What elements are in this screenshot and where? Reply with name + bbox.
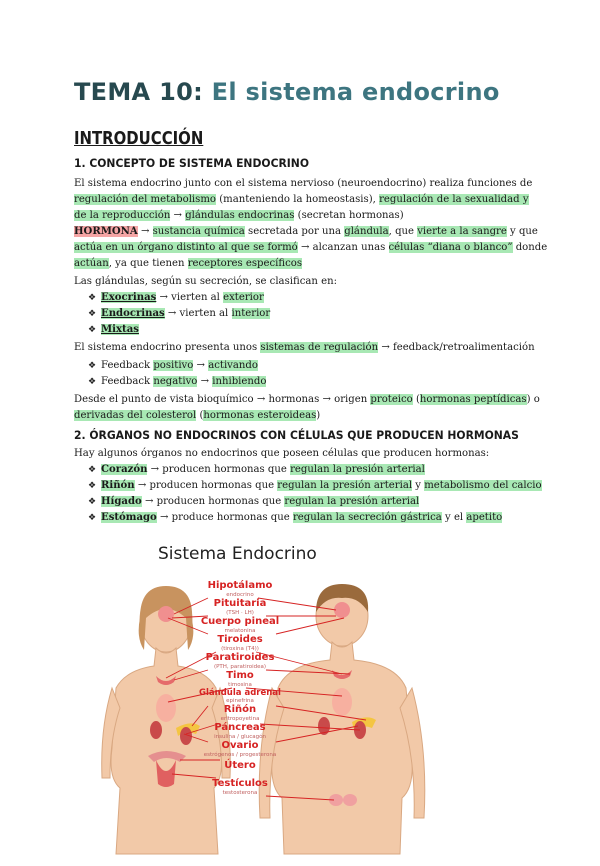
diamond-bullet-icon: ❖ bbox=[88, 481, 97, 491]
hl-sexuality: regulación de la sexualidad y bbox=[379, 194, 529, 205]
hl: negativo bbox=[153, 376, 198, 387]
diagram-label-timo: Timo bbox=[226, 670, 254, 681]
s1-p5-line2 bbox=[74, 408, 320, 424]
diagram-sublabel: eritropoyetina bbox=[220, 716, 260, 722]
hl-metabolism: regulación del metabolismo bbox=[74, 194, 216, 205]
diagram-sublabel: epinefrina bbox=[226, 698, 254, 704]
hl: exterior bbox=[223, 292, 264, 303]
hl: regulan la presión arterial bbox=[290, 464, 425, 475]
s1-p1-line3 bbox=[74, 208, 404, 224]
diagram-label-pancreas: Páncreas bbox=[214, 722, 266, 733]
diagram-label-tiroides: Tiroides bbox=[217, 634, 263, 645]
diamond-bullet-icon: ❖ bbox=[88, 497, 97, 507]
text: → bbox=[170, 210, 186, 221]
text: Feedback bbox=[101, 360, 154, 371]
organ-name: Riñón bbox=[101, 480, 135, 491]
diagram-label-cuerpo-pineal: Cuerpo pineal bbox=[200, 616, 280, 627]
text: → producen hormonas que bbox=[141, 496, 285, 507]
text: y bbox=[412, 480, 425, 491]
text: Feedback bbox=[101, 376, 154, 387]
hl: sustancia química bbox=[152, 226, 245, 237]
text: → bbox=[137, 226, 153, 237]
diagram-label-utero: Útero bbox=[224, 760, 256, 771]
list-item bbox=[88, 358, 258, 374]
section-1-heading: 1. CONCEPTO DE SISTEMA ENDOCRINO bbox=[74, 156, 309, 170]
diagram-sublabel: (PTH, paratiroidea) bbox=[213, 664, 267, 670]
endocrine-diagram-illustration bbox=[96, 566, 516, 866]
text: → producen hormonas que bbox=[147, 464, 291, 475]
hl: proteico bbox=[370, 394, 413, 405]
text: → alcanzan unas bbox=[297, 242, 389, 253]
diagram-sublabel: (tiroxina (T4)) bbox=[221, 646, 259, 652]
text: El sistema endocrino presenta unos bbox=[74, 342, 261, 353]
diagram-label-ovario: Ovario bbox=[221, 740, 259, 751]
diagram-title: Sistema Endocrino bbox=[158, 544, 317, 564]
text: Desde el punto de vista bioquímico → hormonas → origen bbox=[74, 394, 371, 405]
text: (manteniendo la homeostasis), bbox=[216, 194, 380, 205]
hl: positivo bbox=[153, 360, 194, 371]
hl: vierte a la sangre bbox=[417, 226, 507, 237]
text: → bbox=[193, 360, 209, 371]
text: → vierten al bbox=[164, 308, 232, 319]
s1-p2-line3 bbox=[74, 256, 302, 272]
hl: metabolismo del calcio bbox=[424, 480, 542, 491]
list-item bbox=[88, 462, 425, 478]
text: ( bbox=[196, 410, 204, 421]
text: , ya que tienen bbox=[108, 258, 188, 269]
hl: células “diana o blanco” bbox=[388, 242, 513, 253]
hl: derivadas del colesterol bbox=[74, 410, 197, 421]
text: , que bbox=[388, 226, 418, 237]
s1-p1-line2 bbox=[74, 192, 529, 208]
hormona-label: HORMONA bbox=[74, 226, 138, 237]
text: y que bbox=[506, 226, 538, 237]
s1-p5-line1 bbox=[74, 392, 540, 408]
diagram-label-pituitaria: Pituitaria bbox=[213, 598, 267, 609]
title-part-1: TEMA 10: bbox=[74, 78, 203, 106]
text: → vierten al bbox=[156, 292, 224, 303]
hl-reproduction: de la reproducción bbox=[74, 210, 171, 221]
diagram-sublabel: testosterona bbox=[222, 790, 258, 796]
hl: actúa en un órgano distinto al que se formó bbox=[74, 242, 298, 253]
text: ( bbox=[412, 394, 420, 405]
diamond-bullet-icon: ❖ bbox=[88, 361, 97, 371]
list-item bbox=[88, 478, 542, 494]
text: → bbox=[197, 376, 213, 387]
hl: activando bbox=[208, 360, 258, 371]
diagram-label-testiculos: Testículos bbox=[212, 778, 268, 789]
diagram-sublabel: estrógenos / progesterona bbox=[203, 752, 277, 758]
list-item bbox=[88, 306, 270, 322]
s1-p2-line2 bbox=[74, 240, 547, 256]
s1-p1-line1: El sistema endocrino junto con el sistema nervioso (neuroendocrino) realiza funciones de bbox=[74, 178, 533, 189]
text: (secretan hormonas) bbox=[294, 210, 404, 221]
type-name: Exocrinas bbox=[101, 292, 157, 303]
type-name: Endocrinas bbox=[101, 308, 165, 319]
diagram-sublabel: timosina bbox=[228, 682, 252, 688]
diamond-bullet-icon: ❖ bbox=[88, 513, 97, 523]
title-part-2: El sistema endocrino bbox=[202, 78, 500, 106]
diagram-sublabel: (TSH · LH) bbox=[226, 610, 254, 616]
hl: inhibiendo bbox=[212, 376, 267, 387]
type-name: Mixtas bbox=[101, 324, 139, 335]
organ-name: Hígado bbox=[101, 496, 142, 507]
s1-p4 bbox=[74, 340, 535, 356]
diagram-label-rinon: Riñón bbox=[223, 704, 257, 715]
text: → producen hormonas que bbox=[134, 480, 278, 491]
hl: actúan bbox=[74, 258, 109, 269]
list-item bbox=[88, 290, 264, 306]
diagram-sublabel: melatonina bbox=[224, 628, 256, 634]
diagram-sublabel: endocrino bbox=[226, 592, 254, 598]
page-title bbox=[74, 78, 500, 106]
hl: regulan la presión arterial bbox=[284, 496, 420, 507]
s1-p3: Las glándulas, según su secreción, se clasifican en: bbox=[74, 276, 337, 287]
text: secretada por una bbox=[244, 226, 345, 237]
diagram-label-paratiroides: Paratiroides bbox=[205, 652, 275, 663]
text: ) o bbox=[526, 394, 540, 405]
hl: interior bbox=[231, 308, 271, 319]
hl: apetito bbox=[466, 512, 503, 523]
hl: sistemas de regulación bbox=[260, 342, 379, 353]
s2-p1: Hay algunos órganos no endocrinos que poseen células que producen hormonas: bbox=[74, 448, 490, 459]
diamond-bullet-icon: ❖ bbox=[88, 325, 97, 335]
text: y el bbox=[441, 512, 467, 523]
s1-p2-line1 bbox=[74, 224, 538, 240]
hl: glándula bbox=[344, 226, 389, 237]
hl: hormonas peptídicas bbox=[419, 394, 527, 405]
diamond-bullet-icon: ❖ bbox=[88, 309, 97, 319]
diagram-sublabel: insulina / glucagón bbox=[214, 734, 266, 740]
hl-glands: glándulas endocrinas bbox=[185, 210, 295, 221]
diagram-label-hipotalamo: Hipotálamo bbox=[207, 580, 273, 591]
list-item bbox=[88, 510, 502, 526]
text: donde bbox=[512, 242, 548, 253]
list-item bbox=[88, 322, 139, 338]
list-item bbox=[88, 494, 419, 510]
list-item bbox=[88, 374, 266, 390]
text: → feedback/retroalimentación bbox=[378, 342, 535, 353]
diamond-bullet-icon: ❖ bbox=[88, 465, 97, 475]
diagram-label-glandula-adrenal: Glándula adrenal bbox=[199, 688, 281, 698]
text: ) bbox=[316, 410, 321, 421]
hl: hormonas esteroideas bbox=[203, 410, 317, 421]
hl: regulan la presión arterial bbox=[277, 480, 413, 491]
diamond-bullet-icon: ❖ bbox=[88, 377, 97, 387]
organ-name: Estómago bbox=[101, 512, 157, 523]
organ-name: Corazón bbox=[101, 464, 148, 475]
hl: regulan la secreción gástrica bbox=[292, 512, 442, 523]
intro-heading: INTRODUCCIÓN bbox=[74, 128, 204, 149]
section-2-heading: 2. ÓRGANOS NO ENDOCRINOS CON CÉLULAS QUE PRODUCEN HORMONAS bbox=[74, 428, 519, 442]
text: → produce hormonas que bbox=[156, 512, 293, 523]
hl: receptores específicos bbox=[187, 258, 303, 269]
diamond-bullet-icon: ❖ bbox=[88, 293, 97, 303]
